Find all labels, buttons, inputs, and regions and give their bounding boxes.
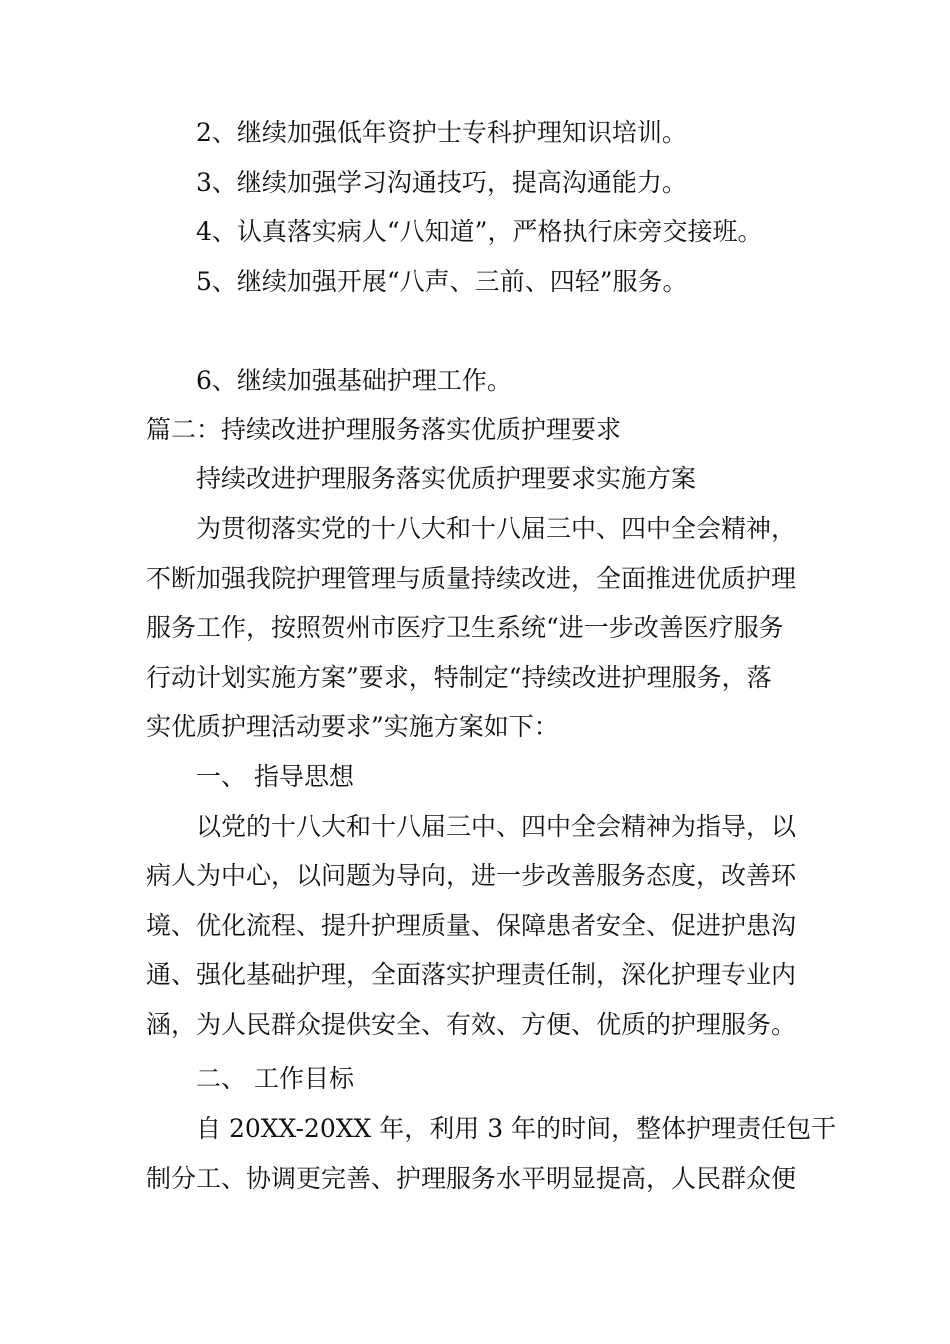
intro-line: 行动计划实施方案”要求，特制定“持续改进护理服务，落 (146, 663, 772, 692)
section1-line: 通、强化基础护理，全面落实护理责任制，深化护理专业内 (146, 960, 797, 989)
section2-line: 制分工、协调更完善、护理服务水平明显提高，人民群众便 (146, 1164, 797, 1193)
list-item-5: 5、继续加强开展“八声、三前、四轻”服务。 (196, 267, 688, 296)
section-heading-guiding-ideology: 一、 指导思想 (196, 762, 354, 791)
section1-line: 以党的十八大和十八届三中、四中全会精神为指导，以 (196, 812, 797, 841)
intro-line: 不断加强我院护理管理与质量持续改进，全面推进优质护理 (146, 564, 797, 593)
section2-line: 自 20XX-20XX 年，利用 3 年的时间，整体护理责任包干 (196, 1114, 837, 1143)
section1-line: 境、优化流程、提升护理质量、保障患者安全、促进护患沟 (146, 911, 797, 940)
section-heading-work-goals: 二、 工作目标 (196, 1064, 354, 1093)
list-item-3: 3、继续加强学习沟通技巧，提高沟通能力。 (196, 168, 687, 197)
list-item-2: 2、继续加强低年资护士专科护理知识培训。 (196, 118, 687, 147)
section1-line: 病人为中心，以问题为导向，进一步改善服务态度，改善环 (146, 861, 797, 890)
list-item-6: 6、继续加强基础护理工作。 (196, 366, 512, 395)
intro-line: 为贯彻落实党的十八大和十八届三中、四中全会精神， (196, 514, 797, 543)
list-item-4: 4、认真落实病人“八知道”，严格执行床旁交接班。 (196, 217, 763, 246)
intro-line: 服务工作，按照贺州市医疗卫生系统“进一步改善医疗服务 (146, 613, 784, 642)
document-title: 持续改进护理服务落实优质护理要求实施方案 (196, 464, 697, 493)
chapter-heading: 篇二：持续改进护理服务落实优质护理要求 (146, 415, 622, 444)
intro-line: 实优质护理活动要求”实施方案如下： (146, 712, 559, 741)
section1-line: 涵，为人民群众提供安全、有效、方便、优质的护理服务。 (146, 1010, 797, 1039)
